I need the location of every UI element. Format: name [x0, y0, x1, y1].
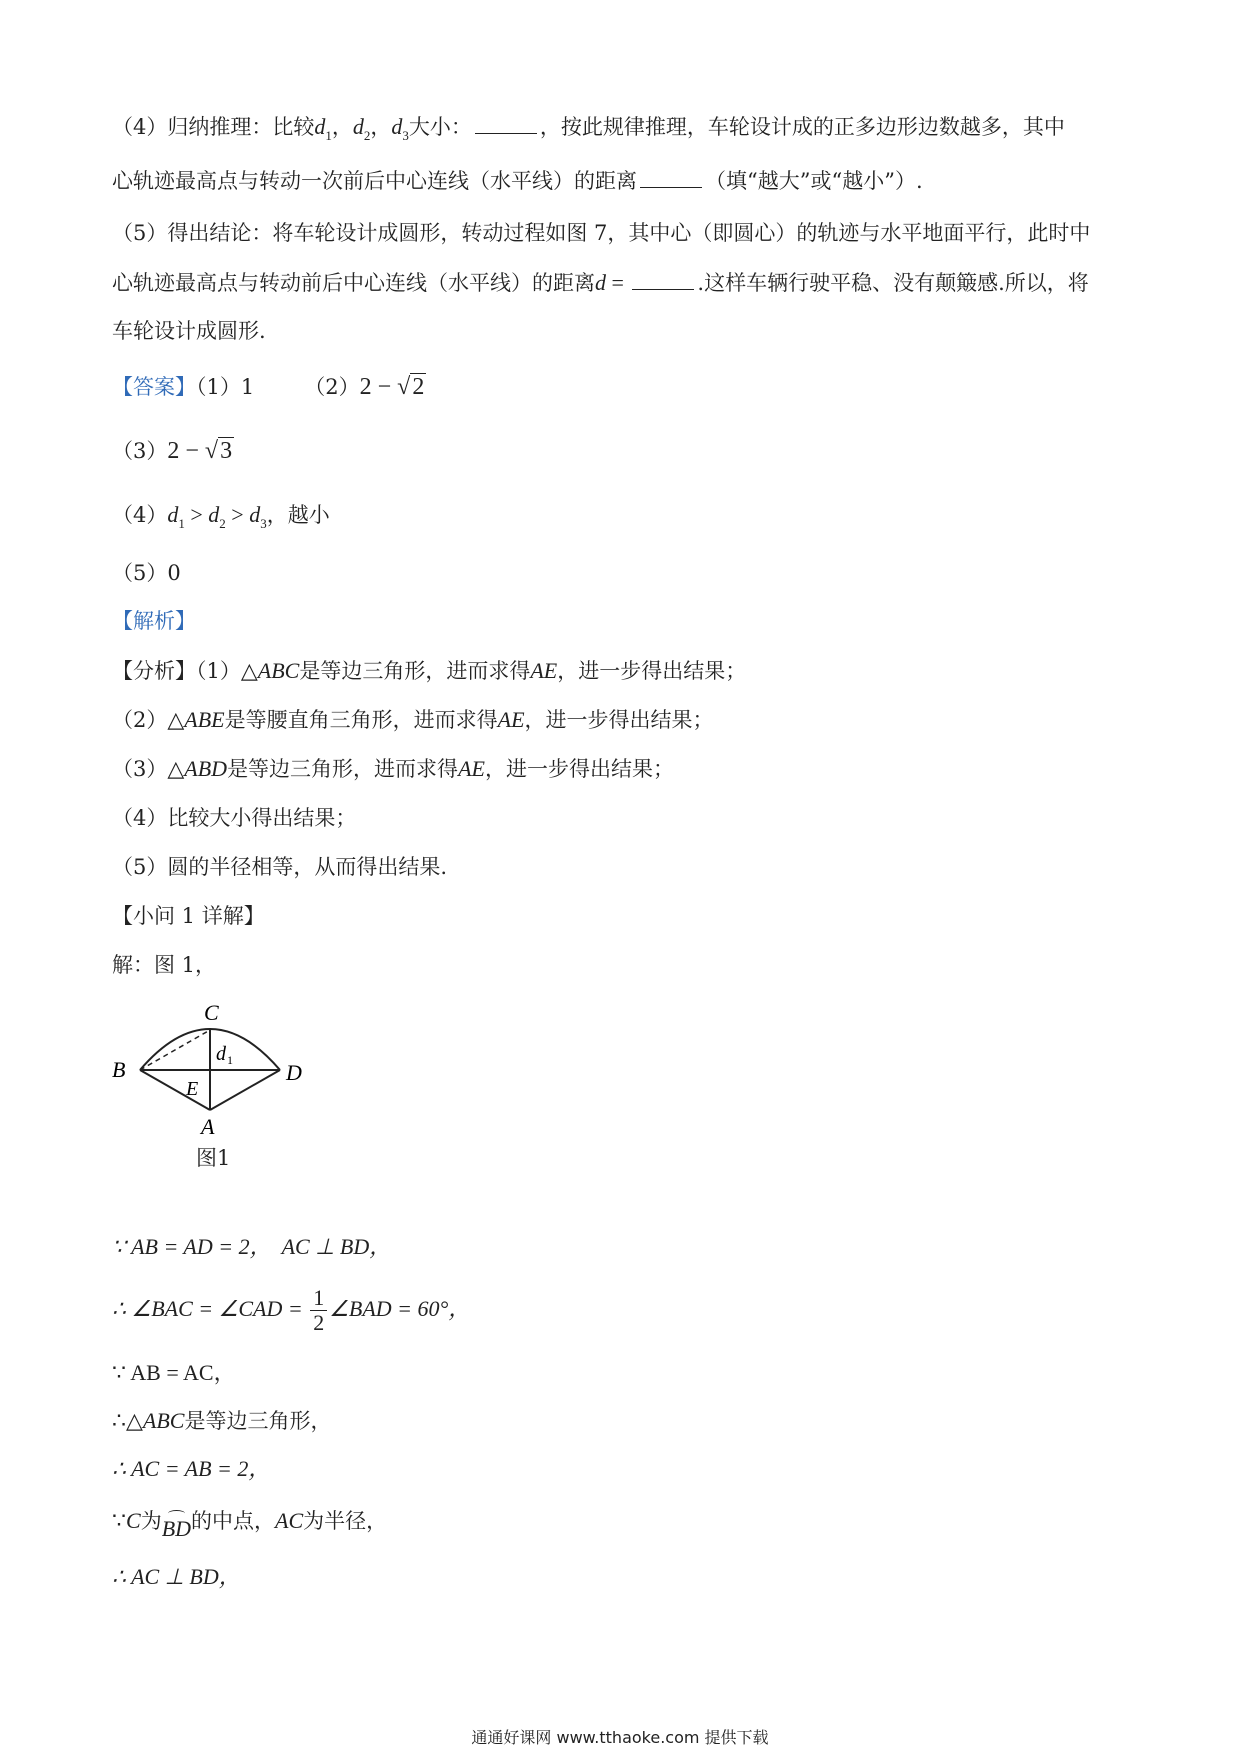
- footer: 通通好课网 www.tthaoke.com 提供下载: [471, 1728, 769, 1747]
- proof-text: ∴ ∠BAC = ∠CAD =: [112, 1296, 309, 1321]
- proof-text: 是等边三角形，: [184, 1409, 332, 1433]
- arc-bd: BD: [162, 1514, 191, 1544]
- q4-text: （4）归纳推理：比较: [112, 115, 315, 139]
- label-e: E: [186, 1078, 199, 1100]
- text: ，进一步得出结果；: [524, 708, 714, 732]
- analysis-tag: 【解析】: [112, 609, 196, 633]
- text: 是等腰直角三角形，进而求得: [224, 708, 498, 732]
- var-d1: d: [314, 114, 326, 139]
- segment-bc-dashed: [140, 1030, 210, 1070]
- segment-ac: AC: [275, 1508, 304, 1533]
- q5-line-2: [112, 268, 1089, 298]
- q4-text: ，按此规律推理，车轮设计成的正多边形边数越多，其中: [539, 115, 1065, 139]
- q5-text: .这样车辆行驶平稳、没有颠簸感.所以，将: [697, 271, 1089, 295]
- segment-ae: AE: [497, 707, 525, 732]
- analysis-line-3: （3）△ABD是等边三角形，进而求得AE，进一步得出结果；: [112, 756, 674, 781]
- proof-text: 的中点，: [191, 1509, 276, 1533]
- segment-ba: [140, 1070, 210, 1110]
- q4-line-2: [112, 166, 923, 196]
- numerator: 1: [310, 1286, 327, 1311]
- proof-text: ∴ AC = AB = 2，: [112, 1456, 271, 1481]
- analysis-line-1: 【分析】（1）△ABC是等边三角形，进而求得AE，进一步得出结果；: [112, 658, 747, 683]
- proof-line-5: [112, 1454, 270, 1484]
- fenxi-tag: 【分析】: [112, 659, 196, 683]
- answer-blank: [640, 169, 702, 188]
- var-d: d: [595, 270, 606, 295]
- answer-line-3: [112, 436, 234, 466]
- var-d2: d: [352, 114, 364, 139]
- sub-3: 3: [402, 128, 409, 143]
- label-d1: d: [216, 1043, 226, 1065]
- figure-1-caption: 图1: [196, 1146, 231, 1170]
- text: 是等边三角形，进而求得: [227, 757, 459, 781]
- text: 是等边三角形，进而求得: [299, 659, 531, 683]
- triangle-name: ABC: [257, 658, 300, 683]
- answer-2-number: 2 −: [359, 374, 398, 400]
- proof-text: 为半径，: [303, 1509, 388, 1533]
- label: （2）: [112, 708, 168, 732]
- proof-line-7: [112, 1562, 241, 1592]
- proof-text: ∵ AB = AD = 2，: [112, 1234, 272, 1259]
- answer-line-1: [112, 372, 426, 402]
- proof-text: ∴ AC ⊥ BD，: [112, 1564, 241, 1589]
- radicand: 2: [412, 374, 425, 400]
- fraction-half: [310, 1286, 327, 1335]
- q4-text: 心轨迹最高点与转动一次前后中心连线（水平线）的距离: [112, 169, 637, 193]
- segment-ae: AE: [530, 658, 558, 683]
- q4-line-1: [112, 112, 1065, 145]
- q4-text: 大小：: [408, 115, 472, 139]
- equals: =: [606, 270, 630, 295]
- answer-3-label: （3）: [112, 439, 168, 463]
- sub-2: 2: [363, 128, 371, 143]
- answer-3-number: 2 −: [167, 438, 205, 464]
- answer-3-value: 2 − √3: [167, 438, 233, 464]
- text: ，进一步得出结果；: [484, 757, 674, 781]
- proof-text: ∴: [112, 1408, 126, 1433]
- label: （1）: [196, 659, 241, 683]
- label-b: B: [112, 1057, 126, 1082]
- proof-line-1: [112, 1232, 391, 1262]
- figure-1-diagram: [108, 1000, 328, 1150]
- label-d: D: [286, 1060, 302, 1085]
- analysis-line-4: （4）比较大小得出结果；: [112, 806, 357, 830]
- comma: ，: [370, 115, 392, 139]
- answer-2-value: 2 − √2: [359, 374, 425, 400]
- proof-line-2: [112, 1286, 470, 1335]
- proof-text: AC ⊥ BD，: [281, 1234, 392, 1259]
- sub-1: 1: [325, 128, 332, 143]
- proof-text: ∵ AB = AC，: [112, 1360, 236, 1385]
- radicand: 3: [220, 438, 233, 464]
- label-a: A: [201, 1114, 215, 1139]
- answer-4-tail: ，越小: [266, 503, 330, 527]
- q5-line-1: （5）得出结论：将车轮设计成圆形，转动过程如图 7，其中心（即圆心）的轨迹与水平地面平行，此时中: [112, 221, 1091, 245]
- triangle-name: ABD: [184, 756, 228, 781]
- answer-line-4: $(4)d_1 > d_2 > d_3$，越小: [112, 502, 330, 531]
- solution-intro: 解：图 1，: [112, 953, 217, 977]
- comma: ，: [331, 115, 353, 139]
- proof-text: 为: [140, 1509, 162, 1533]
- answer-4-label: （4）: [112, 503, 168, 527]
- label: （3）: [112, 757, 168, 781]
- triangle-name: ABC: [142, 1408, 185, 1433]
- answer-2-label: （2）: [304, 375, 360, 399]
- analysis-line-2: （2）△ABE是等腰直角三角形，进而求得AE，进一步得出结果；: [112, 707, 714, 732]
- answer-1: （1）1: [196, 375, 255, 399]
- analysis-line-5: （5）圆的半径相等，从而得出结果.: [112, 855, 448, 879]
- answer-blank: [475, 115, 537, 134]
- proof-text: ∠BAD = 60°，: [329, 1296, 471, 1321]
- label-c: C: [204, 1000, 219, 1025]
- segment-da: [210, 1070, 280, 1110]
- text: ，进一步得出结果；: [557, 659, 747, 683]
- proof-line-6: [112, 1506, 388, 1541]
- answer-blank: [632, 271, 694, 290]
- triangle-name: ABE: [184, 707, 225, 732]
- q5-line-3: 车轮设计成圆形.: [112, 319, 266, 343]
- point-c: C: [126, 1508, 141, 1533]
- proof-text: ∵: [112, 1508, 126, 1533]
- q1-detail-tag: 【小问 1 详解】: [112, 904, 265, 928]
- answer-tag: 【答案】: [112, 375, 196, 399]
- q4-text: （填“越大”或“越小”）.: [705, 169, 923, 193]
- denominator: 2: [313, 1310, 325, 1335]
- segment-ae: AE: [458, 756, 485, 781]
- answer-line-5: （5）0: [112, 561, 181, 585]
- proof-line-4: ∴△ABC是等边三角形，: [112, 1408, 332, 1433]
- label-d1-sub: 1: [227, 1053, 233, 1067]
- q5-text: 心轨迹最高点与转动前后中心连线（水平线）的距离: [112, 271, 595, 295]
- var-d3: d: [391, 114, 403, 139]
- proof-line-3: [112, 1358, 236, 1388]
